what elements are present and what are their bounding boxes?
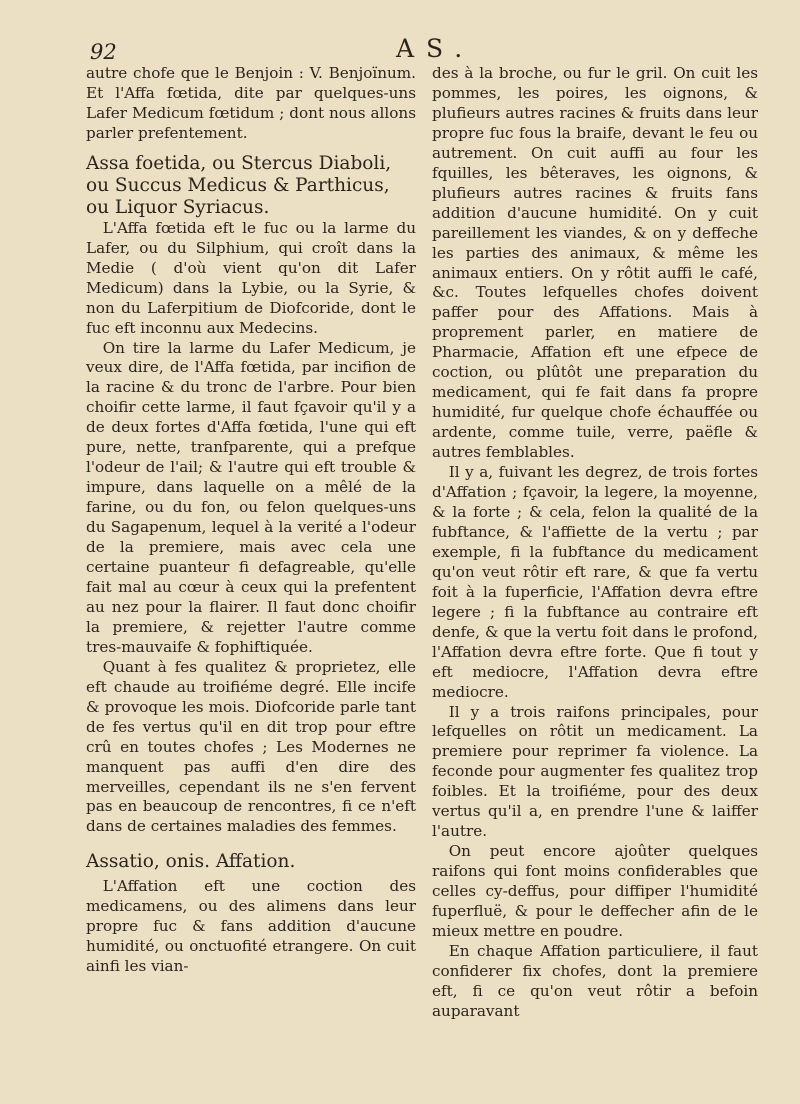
- paragraph: Il y a, fuivant les degrez, de trois fortes d'Affation ; fçavoir, la legere, la moyenne, & la forte ; & cela, felon la qualité de la fubftance, & l'affiette de la vertu ; par exemple, fi la fubftance du medicament qu'on veut rôtir eft rare, & que fa vertu foit à la fuperficie, l'Affation devra eftre legere ; fi la fubftance au contraire eft denfe, & que la vertu foit dans le profond, l'Affation devra eftre forte. Que fi tout y eft mediocre, l'Affation devra eftre mediocre.: [432, 463, 758, 701]
- page-number: 92: [90, 40, 117, 64]
- page-header: [0, 34, 800, 64]
- entry-heading: Assatio, onis. Affation.: [86, 851, 296, 873]
- paragraph: En chaque Affation particuliere, il faut confiderer fix chofes, dont la premiere eft, fi ce qu'on veut rôtir a befoin auparavant: [432, 941, 758, 1020]
- left-column: [86, 64, 416, 977]
- running-head: AS.: [396, 34, 475, 63]
- paragraph: On tire la larme du Lafer Medicum, je veux dire, de l'Affa fœtida, par incifion de la racine & du tronc de l'arbre. Pour bien choifir cette larme, il faut fçavoir qu'il y a de deux fortes d'Affa fœtida, l'une qui eft pure, nette, tranfparente, qui a prefque l'odeur de l'ail; & l'autre qui eft trouble & impure, dans laquelle on a mêlé de la farine, ou du fon, ou felon quelques-uns du Sagapenum, lequel à la verité a l'odeur de la premiere, mais avec cela une certaine puanteur fi defagreable, qu'elle fait mal au cœur à ceux qui la prefentent au nez pour la flairer. Il faut donc choifir la premiere, & rejetter l'autre comme tres-mauvaife & fophiftiquée.: [86, 338, 416, 656]
- paragraph: autre chofe que le Benjoin : V. Benjoïnum. Et l'Affa fœtida, dite par quelques-uns Lafer Medicum fœtidum ; dont nous allons parler prefentement.: [86, 64, 416, 142]
- right-column: [432, 64, 758, 1022]
- paragraph: L'Affa fœtida eft le fuc ou la larme du Lafer, ou du Silphium, qui croît dans la Medie ( d'où vient qu'on dit Lafer Medicum) dans la Lybie, ou la Syrie, & non du Laferpitium de Diofcoride, dont le fuc eft inconnu aux Medecins.: [86, 218, 416, 337]
- paragraph: L'Affation eft une coction des medicamens, ou des alimens dans leur propre fuc & fans addition d'aucune humidité, ou onctuofité etrangere. On cuit ainfi les vian-: [86, 877, 416, 976]
- paragraph: On peut encore ajoûter quelques raifons qui font moins confiderables que celles cy-deffus, pour diffiper l'humidité fuperfluë, & pour le deffecher afin de le mieux mettre en poudre.: [432, 842, 758, 940]
- paragraph: Quant à fes qualitez & proprietez, elle eft chaude au troifiéme degré. Elle incife & provoque les mois. Diofcoride parle tant de fes vertus qu'il en dit trop pour eftre crû en toutes chofes ; Les Modernes ne manquent pas auffi d'en dire des merveilles, cependant ils ne s'en fervent pas en beaucoup de rencontres, fi ce n'eft dans de certaines maladies des femmes.: [86, 657, 416, 836]
- paragraph: des à la broche, ou fur le gril. On cuit les pommes, les poires, les oignons, & plufieurs autres racines & fruits dans leur propre fuc fous la braife, devant le feu ou autrement. On cuit auffi au four les fquilles, les bêteraves, les oignons, & plufieurs autres racines & fruits fans addition d'aucune humidité. On y cuit pareillement les viandes, & on y deffeche les parties des animaux, & même les animaux entiers. On y rôtit auffi le café, &c. Toutes lefquelles chofes doivent paffer pour des Affations. Mais à proprement parler, en matiere de Pharmacie, Affation eft une efpece de coction, ou plûtôt une preparation du medicament, qui fe fait dans fa propre humidité, fur quelque chofe échauffée ou ardente, comme tuile, verre, paëfle & autres femblables.: [432, 64, 758, 462]
- entry-heading: Assa foetida, ou Stercus Diaboli, ou Succus Medicus & Parthicus, ou Liquor Syriacus.: [86, 152, 392, 218]
- paragraph: Il y a trois raifons principales, pour lefquelles on rôtit un medicament. La premiere pour reprimer fa violence. La feconde pour augmenter fes qualitez trop foibles. Et la troifiéme, pour des deux vertus qu'il a, en prendre l'une & laiffer l'autre.: [432, 702, 758, 841]
